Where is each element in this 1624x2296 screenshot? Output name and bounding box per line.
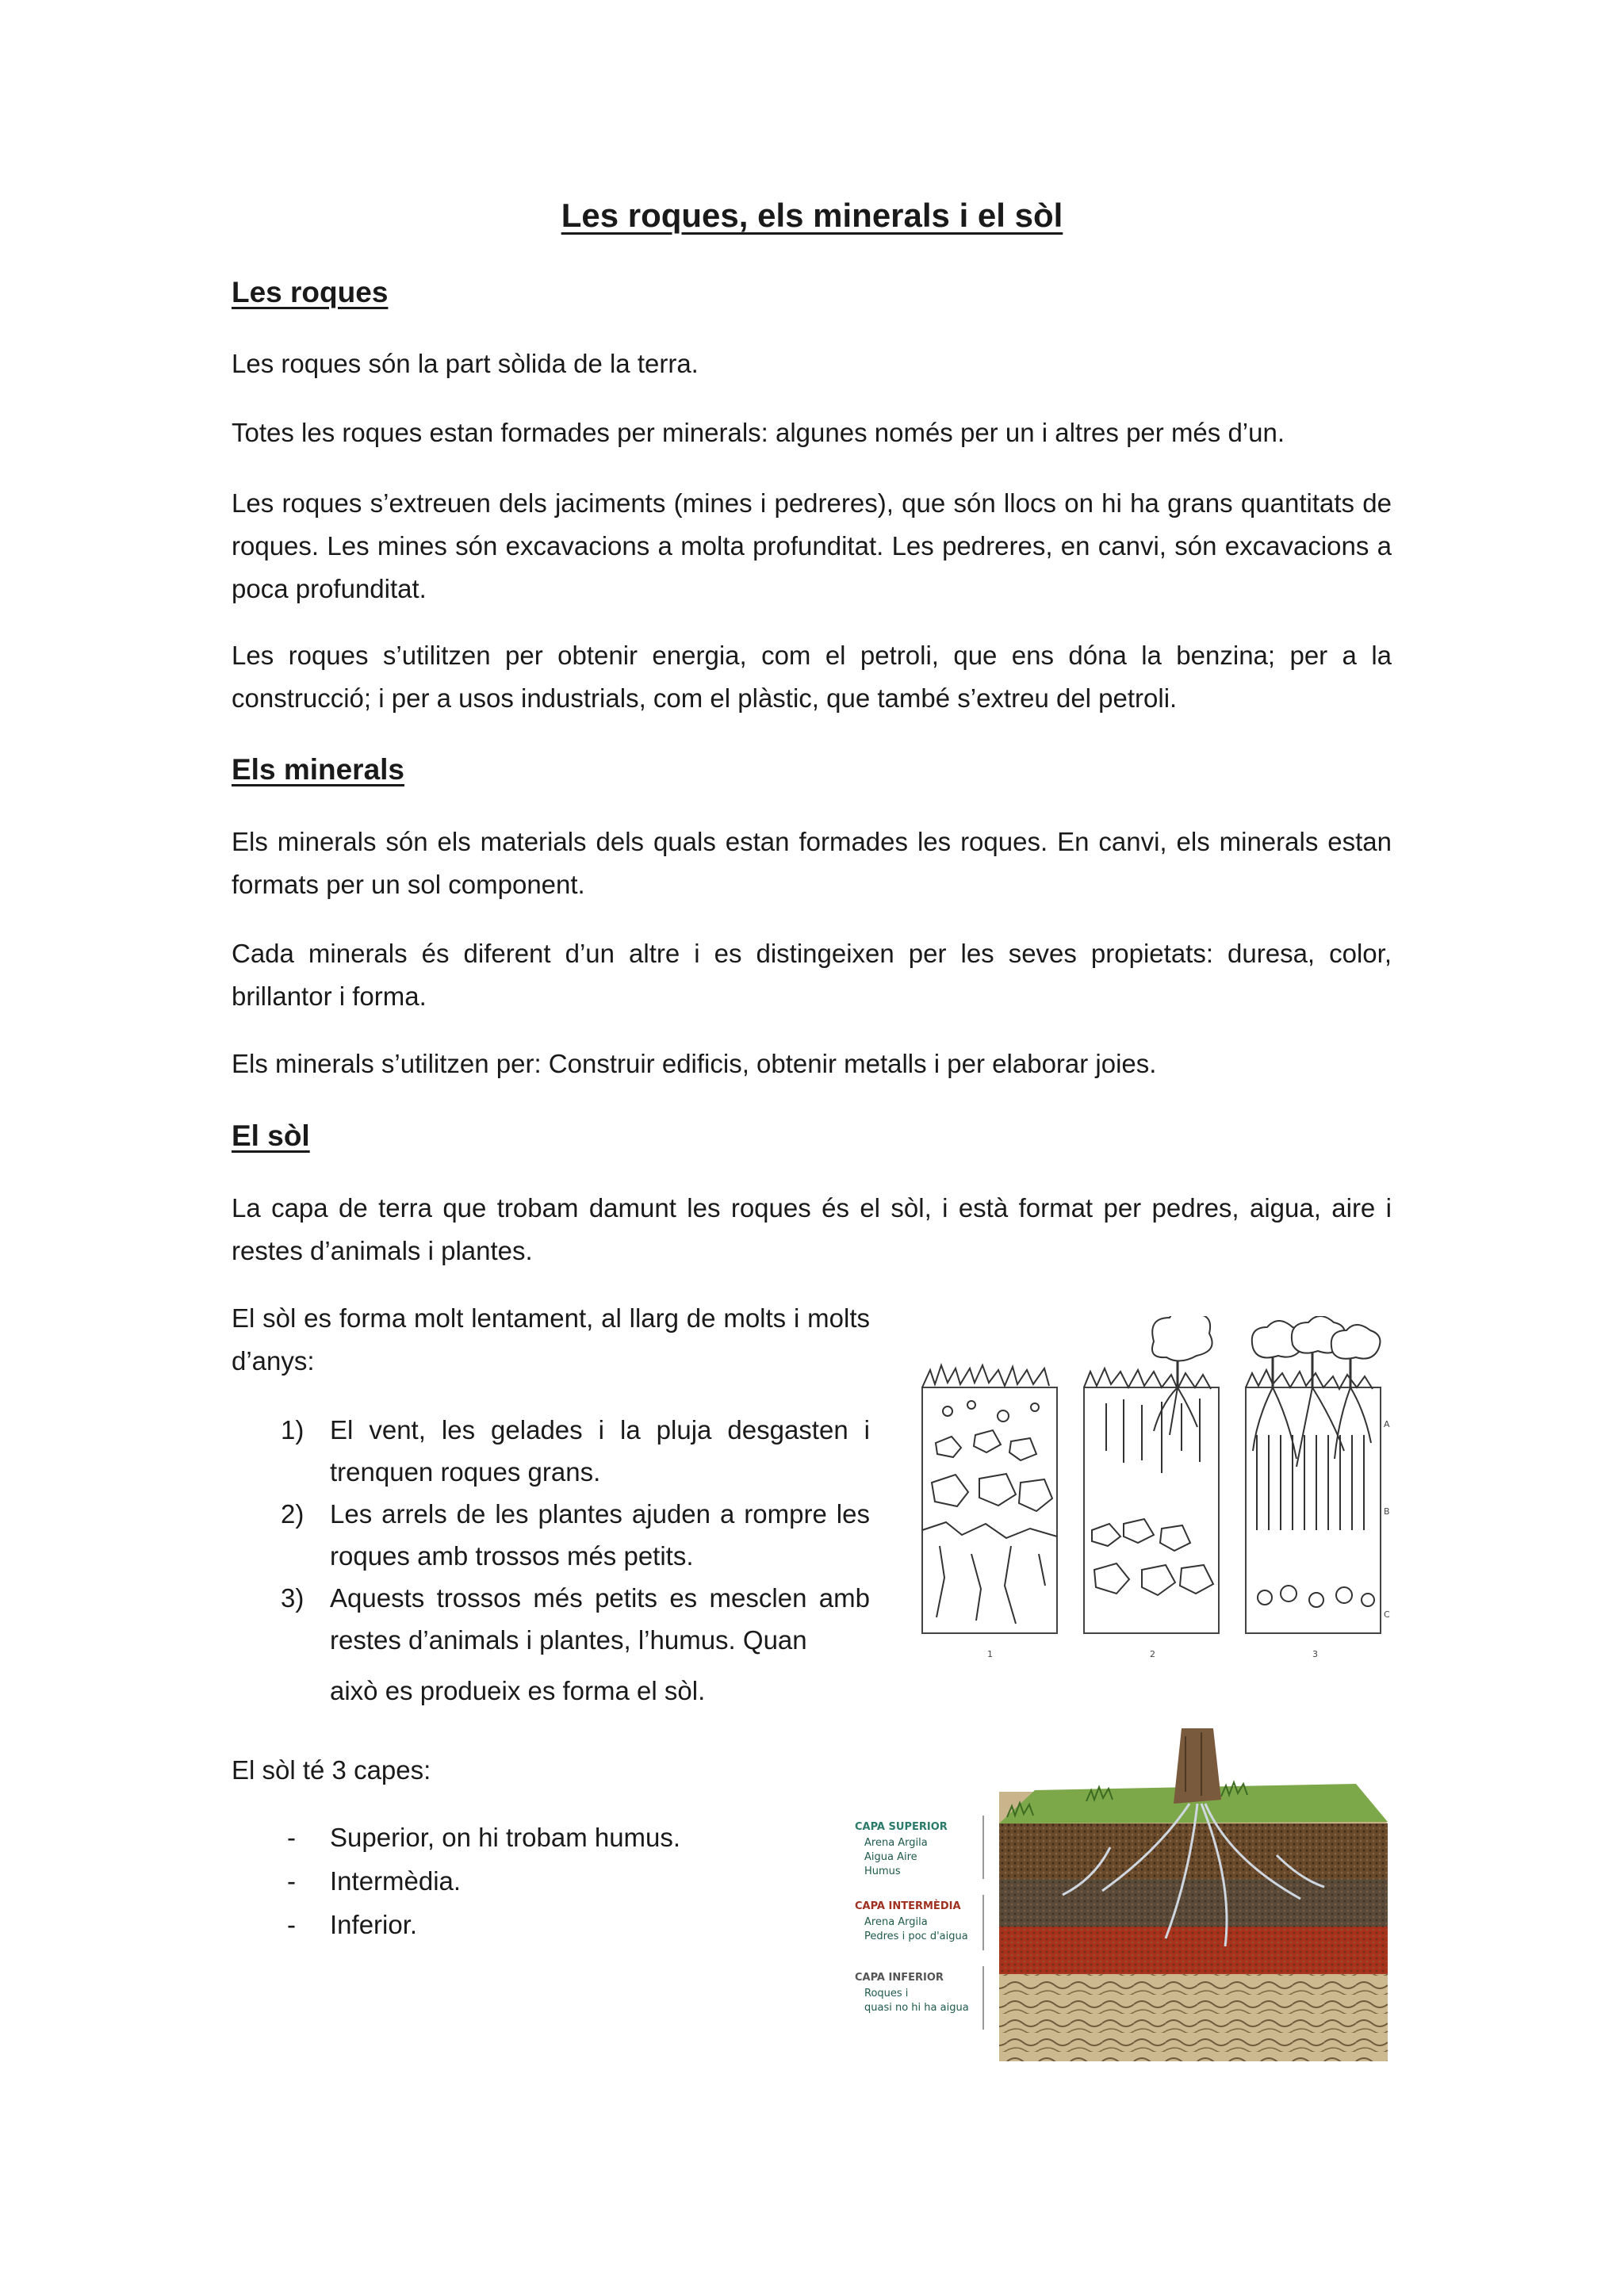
sol-paragraph-2: El sòl es forma molt lentament, al llarg de molts i molts d’anys: bbox=[232, 1303, 870, 1376]
list-number: 1) bbox=[281, 1415, 304, 1445]
figure-layer-mark: C bbox=[1384, 1609, 1390, 1620]
soil-formation-sketch-icon bbox=[916, 1316, 1392, 1665]
sol-paragraph-1: La capa de terra que trobam damunt les roques és el sòl, i està format per pedres, aigua, aire i restes d’animals i plantes. bbox=[232, 1193, 1392, 1265]
figure-stage-label: 3 bbox=[1312, 1649, 1318, 1659]
list-number: 3) bbox=[281, 1583, 304, 1613]
heading-roques: Les roques bbox=[232, 276, 389, 308]
list-item bbox=[232, 1816, 866, 1859]
minerals-paragraph-1: Els minerals són els materials dels quals estan formades les roques. En canvi, els minerals estan formats per un sol component. bbox=[232, 827, 1392, 899]
layer-label-line: Pedres i poc d'aigua bbox=[864, 1931, 968, 1942]
minerals-paragraph-2: Cada minerals és diferent d’un altre i es distingeixen per les seves propietats: duresa, color, brillantor i forma. bbox=[232, 939, 1392, 1011]
layer-label-line: Aigua Aire bbox=[864, 1851, 917, 1863]
sol-paragraph-3: El sòl té 3 capes: bbox=[232, 1755, 431, 1785]
list-item-text: Superior, on hi trobam humus. bbox=[330, 1823, 681, 1852]
list-item-continuation bbox=[232, 1661, 870, 1721]
list-item-text: Inferior. bbox=[330, 1910, 418, 1939]
roques-paragraph-1: Les roques són la part sòlida de la terra. bbox=[232, 349, 699, 378]
figure-stage-label: 2 bbox=[1150, 1649, 1155, 1659]
layer-label-heading: CAPA SUPERIOR bbox=[855, 1821, 948, 1833]
layer-label-line: Arena Argila bbox=[864, 1916, 928, 1928]
list-item-text: Intermèdia. bbox=[330, 1866, 462, 1896]
list-dash: - bbox=[287, 1866, 296, 1896]
soil-layers-block-diagram-icon bbox=[848, 1728, 1396, 2077]
list-item bbox=[232, 1859, 866, 1903]
list-item bbox=[232, 1577, 870, 1661]
list-item bbox=[232, 1409, 870, 1493]
list-item bbox=[232, 1903, 866, 1946]
list-item-text: El vent, les gelades i la pluja desgasten i trenquen roques grans. bbox=[330, 1415, 870, 1487]
figure-layer-mark: A bbox=[1384, 1419, 1390, 1429]
list-dash: - bbox=[287, 1823, 296, 1852]
layer-label-line: Arena Argila bbox=[864, 1837, 928, 1849]
page-title: Les roques, els minerals i el sòl bbox=[561, 197, 1063, 234]
list-number: 2) bbox=[281, 1499, 304, 1529]
soil-layers-list bbox=[232, 1816, 866, 1946]
heading-minerals: Els minerals bbox=[232, 753, 405, 786]
minerals-paragraph-3: Els minerals s’utilitzen per: Construir edificis, obtenir metalls i per elaborar joies. bbox=[232, 1049, 1157, 1078]
layer-label-line: Roques i bbox=[864, 1988, 909, 1999]
soil-formation-steps bbox=[232, 1409, 870, 1721]
figure-stage-label: 1 bbox=[987, 1649, 993, 1659]
list-item bbox=[232, 1493, 870, 1577]
roques-paragraph-4: Les roques s’utilitzen per obtenir energia, com el petroli, que ens dóna la benzina; per a la construcció; i per a usos industrials, com el plàstic, que també s’extreu del petroli. bbox=[232, 641, 1392, 713]
layer-label-heading: CAPA INTERMÈDIA bbox=[855, 1900, 961, 1912]
list-item-text: Les arrels de les plantes ajuden a rompre les roques amb trossos més petits. bbox=[330, 1499, 870, 1571]
figure-layer-mark: B bbox=[1384, 1506, 1390, 1517]
list-item-text: Aquests trossos més petits es mesclen amb restes d’animals i plantes, l’humus. Quan bbox=[330, 1583, 870, 1655]
layer-label-line: quasi no hi ha aigua bbox=[864, 2002, 969, 2014]
roques-paragraph-2: Totes les roques estan formades per minerals: algunes només per un i altres per més d’un. bbox=[232, 418, 1285, 447]
layer-label-heading: CAPA INFERIOR bbox=[855, 1972, 944, 1984]
list-dash: - bbox=[287, 1910, 296, 1939]
layer-label-line: Humus bbox=[864, 1866, 901, 1877]
list-item-text: això es produeix es forma el sòl. bbox=[330, 1676, 706, 1705]
heading-sol: El sòl bbox=[232, 1119, 310, 1152]
roques-paragraph-3: Les roques s’extreuen dels jaciments (mines i pedreres), que són llocs on hi ha grans quantitats de roques. Les mines són excavacions a molta profunditat. Les pedreres, en canvi, són excavacions a poca profunditat. bbox=[232, 488, 1392, 603]
